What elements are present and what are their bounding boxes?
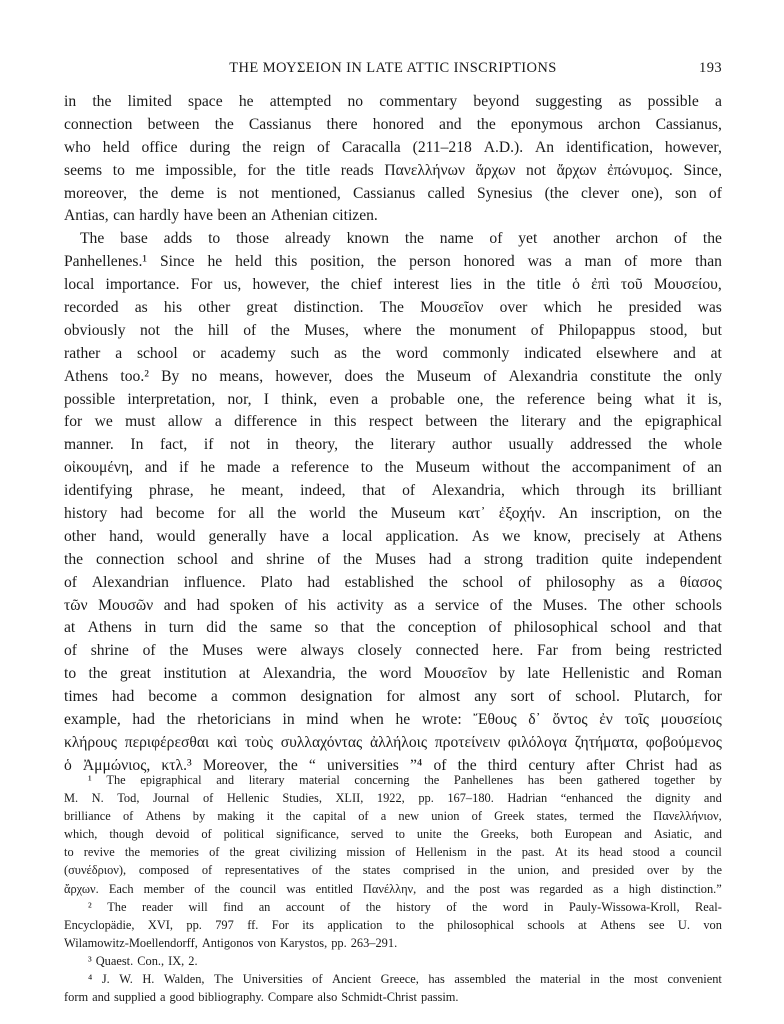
- body-line: Panhellenes.¹ Since he held this position, the person honored was a man of more than: [64, 253, 722, 271]
- running-header: [64, 60, 722, 82]
- body-line: other hand, would generally have a local application. As we know, precisely at Athens: [64, 527, 722, 545]
- body-line: in the limited space he attempted no commentary beyond suggesting as possible a: [64, 93, 722, 110]
- body-line: of Alexandrian influence. Plato had established the school of philosophy as a θίασος: [64, 573, 722, 591]
- page-number: 193: [699, 60, 722, 76]
- footnote-line: brilliance of Athens by making it the capital of a new union of Greek states, termed the Πανελλήνιον,: [64, 809, 722, 824]
- body-line: to the great institution at Alexandria, the word Μουσεῖον by late Hellenistic and Roman: [64, 665, 722, 683]
- body-line: the connection school and shrine of the Muses had a strong tradition quite independent: [64, 550, 722, 568]
- body-line: times had become a common designation for almost any sort of school. Plutarch, for: [64, 688, 722, 706]
- footnote-line: Encyclopädie, XVI, pp. 797 ff. For its application to the philosophical schools at Athens see U. von: [64, 917, 722, 932]
- footnote-line: Wilamowitz-Moellendorff, Antigonos von Karystos, pp. 263–291.: [64, 935, 398, 950]
- body-line: of shrine of the Muses were always closely connected here. Far from being restricted: [64, 642, 722, 660]
- footnote-line: form and supplied a good bibliography. Compare also Schmidt-Christ passim.: [64, 990, 459, 1005]
- footnote-line: (συνέδριον), composed of representatives of the states comprised in the union, and presided over by the: [64, 863, 722, 878]
- body-text: [64, 91, 722, 778]
- body-line: rather a school or academy such as the word commonly indicated elsewhere and at: [64, 344, 722, 362]
- body-line: recorded as his other great distinction. The Μουσεῖον over which he presided was: [64, 299, 722, 317]
- body-line: κλήρους περιφέρεσθαι καὶ τοὺς συλλαχόντας ἀλλήλοις προτείνειν φιλόλογα ζητήματα, φοβούμενος: [64, 733, 722, 751]
- body-line: οἰκουμένη, and if he made a reference to the Museum without the accompaniment of an: [64, 459, 722, 477]
- footnote-line: ² The reader will find an account of the history of the word in Pauly-Wissowa-Kroll, Real-: [88, 899, 722, 914]
- body-line: Antias, can hardly have been an Athenian citizen.: [64, 207, 378, 225]
- body-line: The base adds to those already known the name of yet another archon of the: [80, 230, 722, 248]
- footnote-line: M. N. Tod, Journal of Hellenic Studies, XLII, 1922, pp. 167–180. Hadrian “enhanced the dignity and: [64, 791, 722, 806]
- body-line: manner. In fact, if not in theory, the literary author usually addressed the whole: [64, 436, 722, 454]
- body-line: τῶν Μουσῶν and had spoken of his activity as a service of the Muses. The other schools: [64, 596, 722, 614]
- footnote-line: ⁴ J. W. H. Walden, The Universities of Ancient Greece, has assembled the material in the most convenient: [88, 972, 722, 987]
- body-line: example, had the rhetoricians in mind when he wrote: Ἔθους δ᾿ ὄντος ἐν τοῖς μουσείοις: [64, 711, 722, 729]
- footnote-line: to revive the memories of the great civilizing mission of Hellenism in the past. At its head stood a council: [64, 845, 722, 860]
- body-line: for we must allow a difference in this respect between the literary and the epigraphical: [64, 413, 722, 431]
- body-line: moreover, the deme is not mentioned, Cassianus called Synesius (the clever one), son of: [64, 184, 722, 202]
- body-line: Athens too.² By no means, however, does the Museum of Alexandria constitute the only: [64, 367, 722, 385]
- footnote-line: which, though devoid of political significance, served to unite the Greeks, both European and Asiatic, and: [64, 827, 722, 842]
- footnote-line: ¹ The epigraphical and literary material concerning the Panhellenes has been gathered together by: [88, 773, 722, 787]
- footnote-line: ³ Quaest. Con., IX, 2.: [88, 953, 198, 968]
- body-line: seems to me impossible, for the title reads Πανελλήνων ἄρχων not ἄρχων ἐπώνυμος. Since,: [64, 161, 722, 179]
- body-line: who held office during the reign of Caracalla (211–218 A.D.). An identification, however,: [64, 138, 722, 156]
- footnotes: [64, 771, 722, 1006]
- body-line: obviously not the hill of the Muses, where the monument of Philopappus stood, but: [64, 321, 722, 339]
- body-line: at Athens in turn did the same so that the conception of philosophical school and that: [64, 619, 722, 637]
- running-title: THE ΜΟΥΣΕΙΟΝ IN LATE ATTIC INSCRIPTIONS: [229, 60, 557, 76]
- body-line: possible interpretation, nor, I think, even a probable one, the reference being what it is,: [64, 390, 722, 408]
- body-line: history had become for all the world the Museum κατ᾿ ἐξοχήν. An inscription, on the: [64, 505, 722, 523]
- body-line: local importance. For us, however, the chief interest lies in the title ὁ ἐπὶ τοῦ Μουσείου,: [64, 276, 722, 294]
- body-line: connection between the Cassianus there honored and the eponymous archon Cassianus,: [64, 115, 722, 133]
- body-line: identifying phrase, he meant, indeed, that of Alexandria, which through its brilliant: [64, 482, 722, 500]
- footnote-line: ἄρχων. Each member of the council was entitled Πανέλλην, and the post was regarded as a high distinction.”: [64, 881, 722, 896]
- body-line: ὁ Ἀμμώνιος, κτλ.³ Moreover, the “ universities ”⁴ of the third century after Christ had as: [64, 756, 722, 774]
